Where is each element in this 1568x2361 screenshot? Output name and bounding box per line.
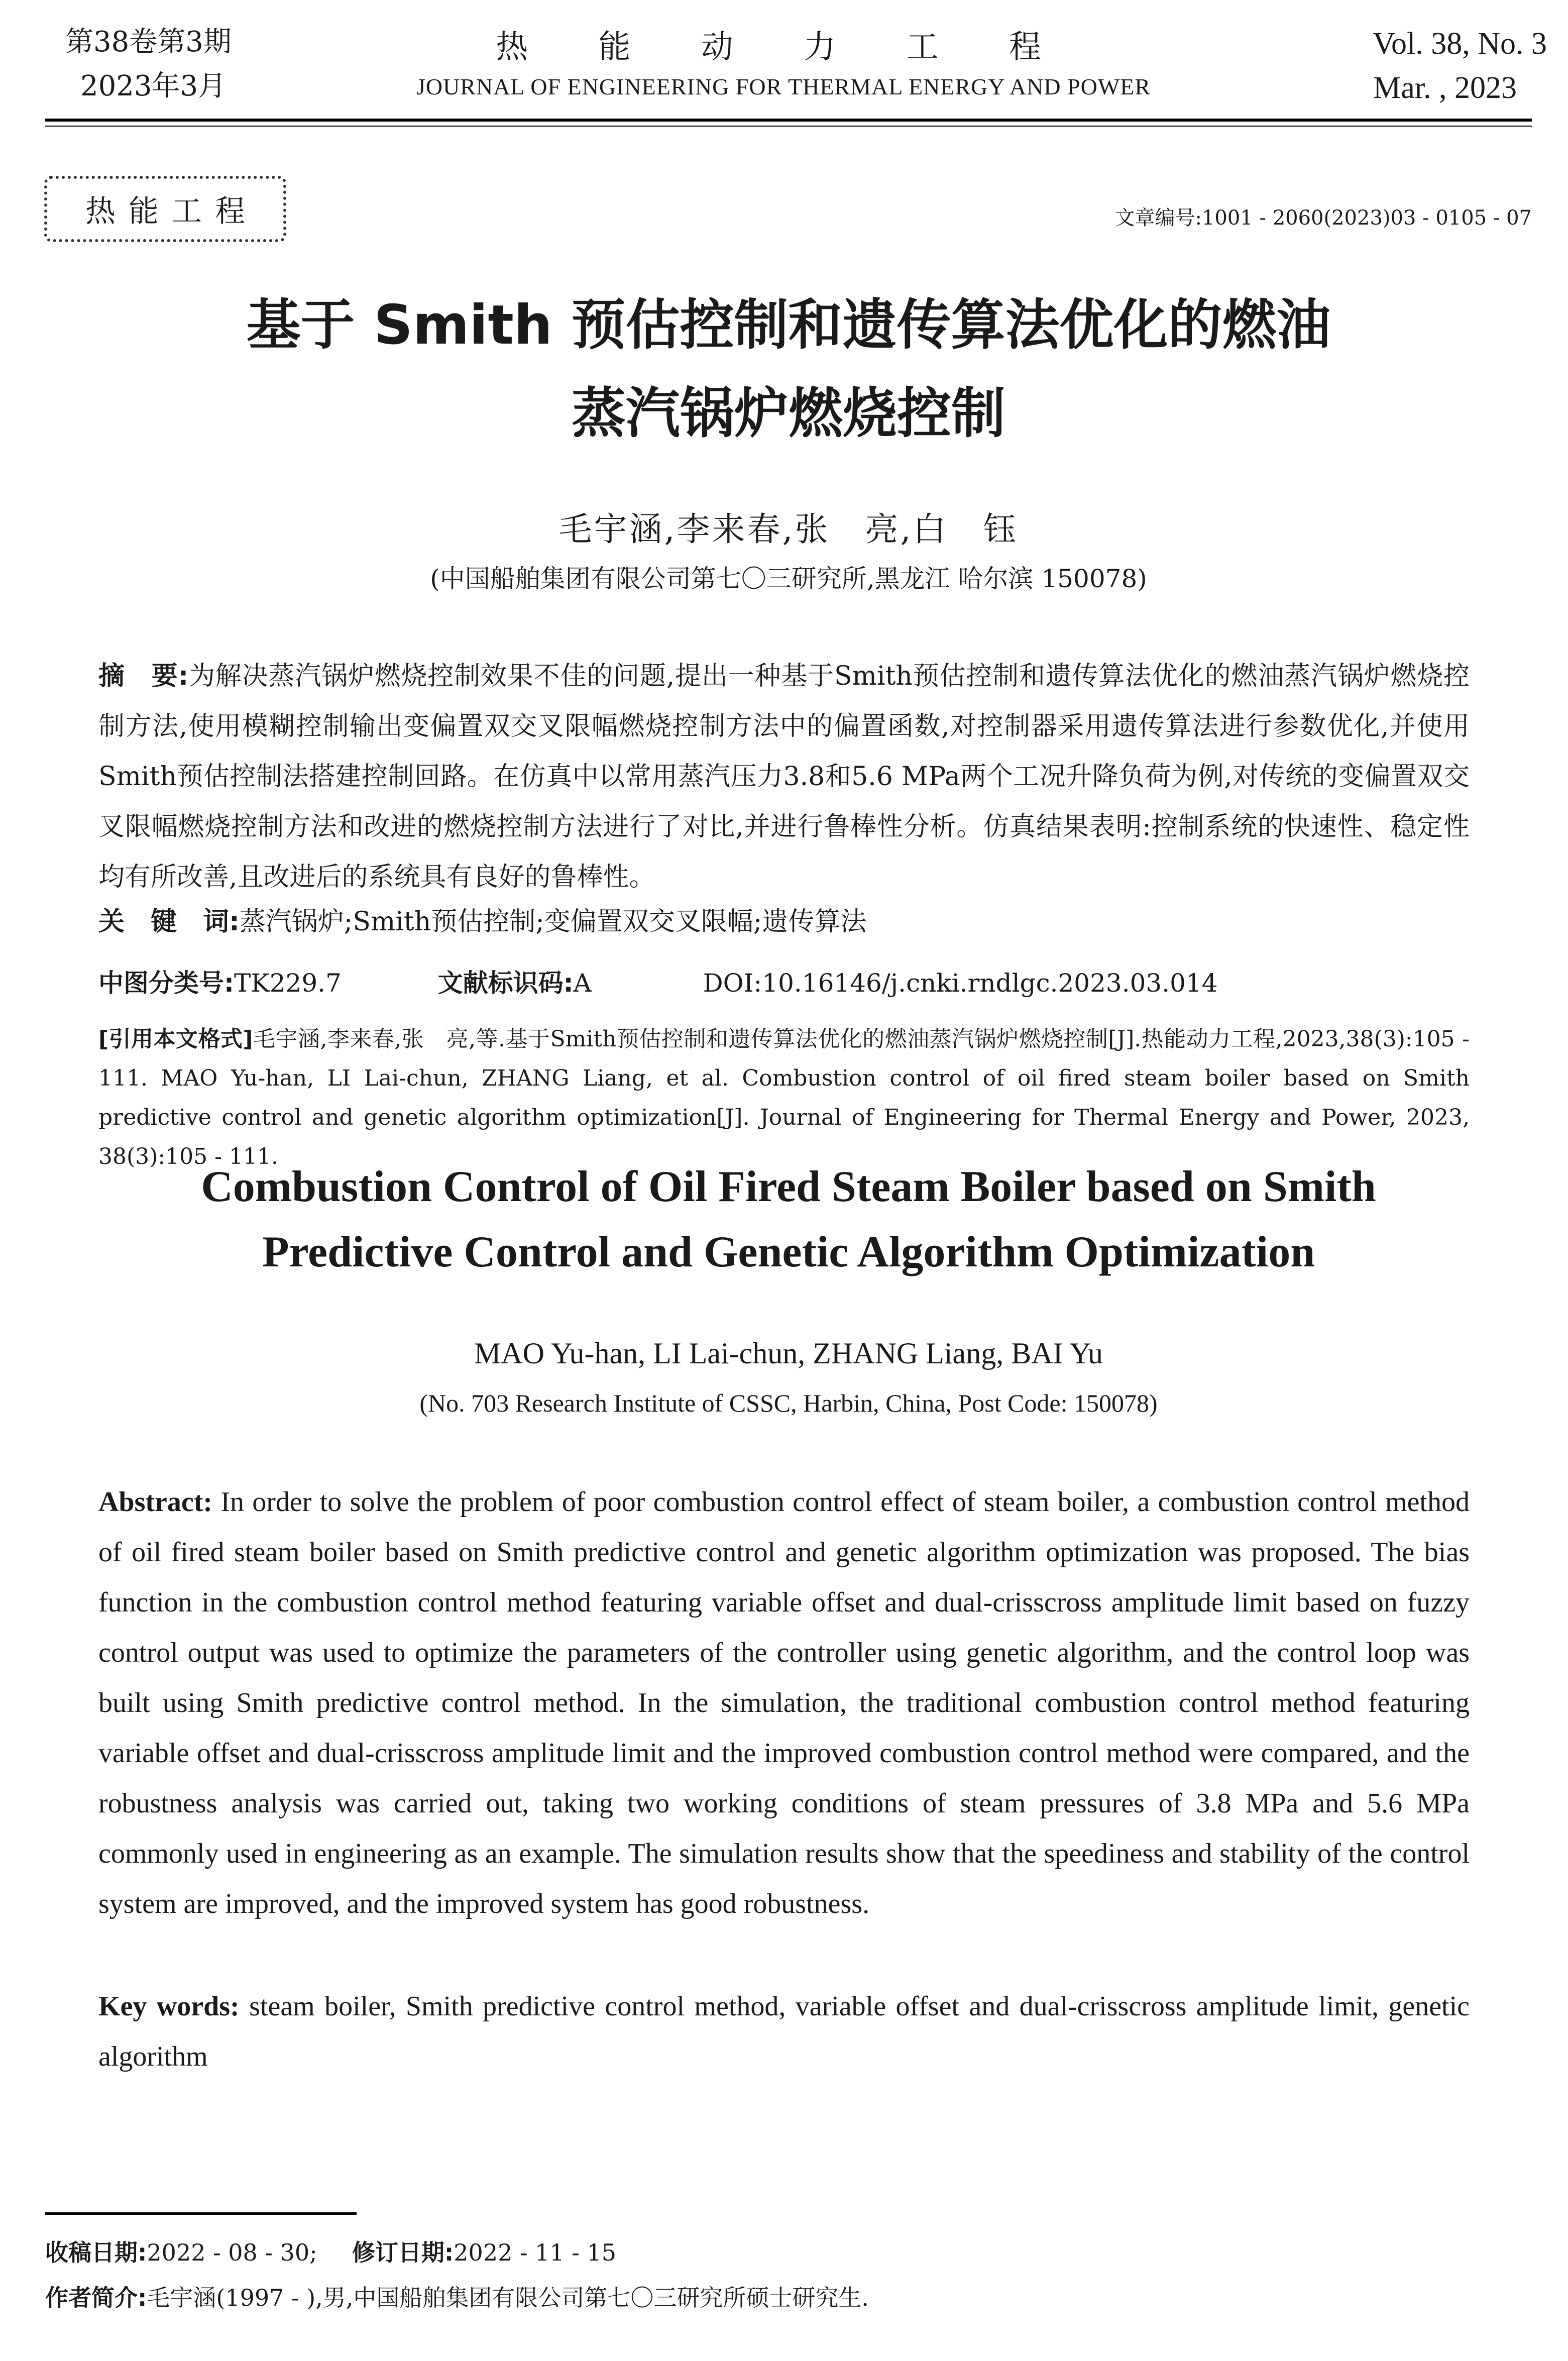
abstract-en-text: In order to solve the problem of poor combustion control effect of steam boiler, a combustion control method of oil fired steam boiler based on Smith predictive control and genetic algorithm optimization was proposed. The bias function in the combustion control method featuring variable offset and dual-crisscross amplitude limit based on fuzzy control output was used to optimize the parameters of the controller using genetic algorithm, and the control loop was built using Smith predictive control method. In the simulation, the traditional combustion control method featuring variable offset and dual-crisscross amplitude limit and the improved combustion control method were compared, and the robustness analysis was carried out, taking two working conditions of steam pressures of 3.8 MPa and 5.6 MPa commonly used in engineering as an example. The simulation results show that the speediness and stability of the control system are improved, and the improved system has good robustness. xyxy=(98,1486,1470,1919)
title-en-line1: Combustion Control of Oil Fired Steam Boiler based on Smith xyxy=(201,1162,1376,1211)
title-cn-line1: 基于 Smith 预估控制和遗传算法优化的燃油 xyxy=(246,294,1331,357)
classification-line xyxy=(98,960,1470,1006)
abstract-en xyxy=(98,1477,1470,1929)
journal-name-en: JOURNAL OF ENGINEERING FOR THERMAL ENERGY AND POWER xyxy=(416,74,1151,99)
date-en: Mar. , 2023 xyxy=(1373,71,1517,105)
article-number: 文章编号:1001 - 2060(2023)03 - 0105 - 07 xyxy=(1114,206,1532,230)
journal-name-cn: 热 能 动 力 工 程 xyxy=(496,29,1071,66)
received-label: 收稿日期: xyxy=(45,2239,147,2266)
section-stamp: 热能工程 xyxy=(44,176,286,242)
keywords-cn-text: 蒸汽锅炉;Smith预估控制;变偏置双交叉限幅;遗传算法 xyxy=(239,907,867,937)
keywords-en-text: steam boiler, Smith predictive control method, variable offset and dual-crisscross amplitude limit, genetic algorithm xyxy=(98,1991,1470,2072)
keywords-en xyxy=(98,1981,1470,2082)
footnote-author xyxy=(45,2278,1532,2318)
keywords-en-label: Key words: xyxy=(98,1991,240,2022)
author-bio-text: 毛宇涵(1997 - ),男,中国船舶集团有限公司第七〇三研究所硕士研究生. xyxy=(147,2284,869,2311)
revised-label: 修订日期: xyxy=(352,2239,454,2266)
footnote-rule xyxy=(45,2212,357,2215)
header-rule-thick xyxy=(45,119,1532,122)
title-cn-line2: 蒸汽锅炉燃烧控制 xyxy=(571,382,1005,445)
abstract-cn-label: 摘 要: xyxy=(98,661,189,691)
author-bio-label: 作者简介: xyxy=(45,2284,147,2311)
date-cn: 2023年3月 xyxy=(80,70,227,102)
abstract-en-label: Abstract: xyxy=(98,1486,213,1518)
doc-code-value: A xyxy=(573,969,592,998)
header-rule-thin xyxy=(45,126,1532,127)
clc-value: TK229.7 xyxy=(234,969,342,998)
doc-code-label: 文献标识码: xyxy=(437,969,574,998)
authors-cn: 毛宇涵,李来春,张 亮,白 钰 xyxy=(558,510,1019,549)
keywords-cn-label: 关 键 词: xyxy=(98,907,240,937)
revised-date: 2022 - 11 - 15 xyxy=(454,2239,616,2266)
doi: DOI:10.16146/j.cnki.rndlgc.2023.03.014 xyxy=(703,969,1218,998)
affiliation-cn: (中国船舶集团有限公司第七〇三研究所,黑龙江 哈尔滨 150078) xyxy=(430,564,1147,593)
clc-label: 中图分类号: xyxy=(98,969,234,998)
received-date: 2022 - 08 - 30; xyxy=(147,2239,317,2266)
abstract-cn xyxy=(98,651,1470,902)
citation-text: 毛宇涵,李来春,张 亮,等.基于Smith预估控制和遗传算法优化的燃油蒸汽锅炉燃烧控制[J].热能动力工程,2023,38(3):105 - 111. MAO Yu-han, LI Lai-chun, ZHANG Liang, et al. Combustion control of oil fired steam boiler based on Smith predictive control and genetic algorithm optimization[J]. Journal of Engineering for Thermal Energy and Power, 2023, 38(3):105 - 111. xyxy=(98,1026,1470,1169)
citation-label: [引用本文格式] xyxy=(98,1026,253,1052)
volume-issue-cn: 第38卷第3期 xyxy=(65,26,232,58)
keywords-cn xyxy=(98,899,1470,944)
footnote-dates xyxy=(45,2232,1532,2273)
authors-en: MAO Yu-han, LI Lai-chun, ZHANG Liang, BAI Yu xyxy=(474,1337,1103,1370)
citation xyxy=(98,1020,1470,1176)
volume-issue-en: Vol. 38, No. 3 xyxy=(1373,27,1547,61)
title-en-line2: Predictive Control and Genetic Algorithm Optimization xyxy=(262,1228,1315,1276)
abstract-cn-text: 为解决蒸汽锅炉燃烧控制效果不佳的问题,提出一种基于Smith预估控制和遗传算法优化的燃油蒸汽锅炉燃烧控制方法,使用模糊控制输出变偏置双交叉限幅燃烧控制方法中的偏置函数,对控制器采用遗传算法进行参数优化,并使用Smith预估控制法搭建控制回路。在仿真中以常用蒸汽压力3.8和5.6 MPa两个工况升降负荷为例,对传统的变偏置双交叉限幅燃烧控制方法和改进的燃烧控制方法进行了对比,并进行鲁棒性分析。仿真结果表明:控制系统的快速性、稳定性均有所改善,且改进后的系统具有良好的鲁棒性。 xyxy=(98,661,1470,892)
affiliation-en: (No. 703 Research Institute of CSSC, Harbin, China, Post Code: 150078) xyxy=(419,1389,1158,1417)
